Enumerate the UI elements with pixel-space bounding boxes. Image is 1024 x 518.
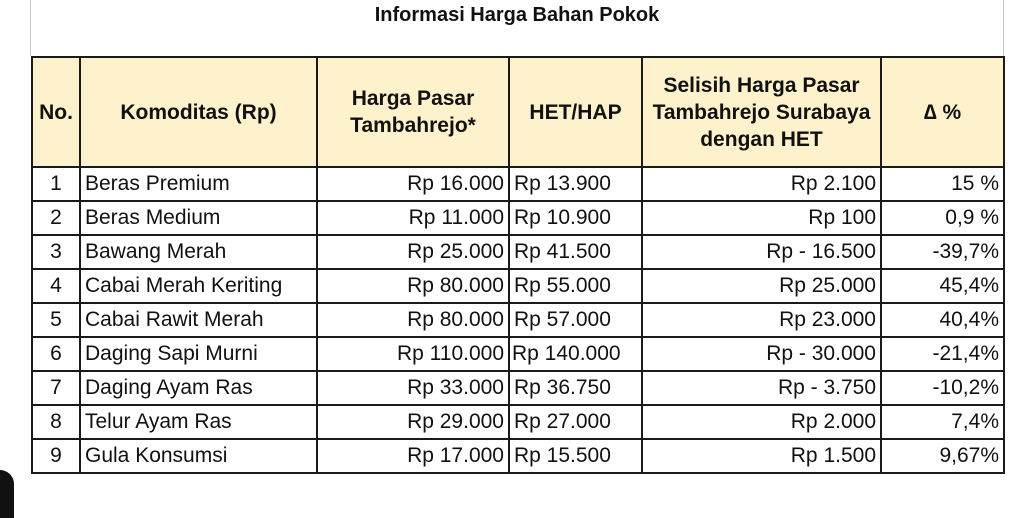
header-komoditas: Komoditas (Rp) — [80, 57, 317, 167]
cell-no: 8 — [32, 405, 80, 439]
cell-het: Rp 140.000 — [509, 337, 642, 371]
cell-selisih: Rp 25.000 — [642, 269, 881, 303]
table-row — [32, 201, 1004, 235]
cell-het: Rp 36.750 — [509, 371, 642, 405]
cell-selisih: Rp - 30.000 — [642, 337, 881, 371]
cell-het: Rp 55.000 — [509, 269, 642, 303]
cell-het: Rp 41.500 — [509, 235, 642, 269]
cell-delta: 15 % — [881, 167, 1004, 201]
cell-selisih: Rp 1.500 — [642, 439, 881, 473]
header-delta-percent: ∆ % — [881, 57, 1004, 167]
table-row — [32, 235, 1004, 269]
cell-harga-pasar: Rp 25.000 — [317, 235, 509, 269]
cell-harga-pasar: Rp 16.000 — [317, 167, 509, 201]
cell-harga-pasar: Rp 80.000 — [317, 269, 509, 303]
table-row — [32, 303, 1004, 337]
header-selisih: Selisih Harga Pasar Tambahrejo Surabaya dengan HET — [642, 57, 881, 167]
cell-no: 5 — [32, 303, 80, 337]
cell-komoditas: Cabai Merah Keriting — [80, 269, 317, 303]
cell-harga-pasar: Rp 11.000 — [317, 201, 509, 235]
cell-komoditas: Beras Medium — [80, 201, 317, 235]
cell-komoditas: Bawang Merah — [80, 235, 317, 269]
cell-harga-pasar: Rp 17.000 — [317, 439, 509, 473]
table-header-row — [32, 57, 1004, 167]
cell-delta: 9,67% — [881, 439, 1004, 473]
cell-komoditas: Cabai Rawit Merah — [80, 303, 317, 337]
cell-no: 7 — [32, 371, 80, 405]
cell-no: 2 — [32, 201, 80, 235]
table-row — [32, 167, 1004, 201]
cell-no: 6 — [32, 337, 80, 371]
cell-delta: 0,9 % — [881, 201, 1004, 235]
cell-het: Rp 13.900 — [509, 167, 642, 201]
cell-harga-pasar: Rp 29.000 — [317, 405, 509, 439]
cell-selisih: Rp - 3.750 — [642, 371, 881, 405]
cell-komoditas: Telur Ayam Ras — [80, 405, 317, 439]
cell-het: Rp 57.000 — [509, 303, 642, 337]
screen-corner-shadow — [0, 470, 14, 518]
cell-komoditas: Daging Sapi Murni — [80, 337, 317, 371]
price-table — [31, 56, 1005, 474]
table-row — [32, 439, 1004, 473]
header-no: No. — [32, 57, 80, 167]
header-harga-pasar: Harga Pasar Tambahrejo* — [317, 57, 509, 167]
cell-het: Rp 10.900 — [509, 201, 642, 235]
cell-het: Rp 27.000 — [509, 405, 642, 439]
cell-harga-pasar: Rp 80.000 — [317, 303, 509, 337]
cell-selisih: Rp 2.000 — [642, 405, 881, 439]
cell-no: 3 — [32, 235, 80, 269]
cell-delta: -39,7% — [881, 235, 1004, 269]
cell-selisih: Rp - 16.500 — [642, 235, 881, 269]
cell-komoditas: Gula Konsumsi — [80, 439, 317, 473]
table-row — [32, 269, 1004, 303]
table-title: Informasi Harga Bahan Pokok — [374, 4, 660, 26]
cell-delta: 45,4% — [881, 269, 1004, 303]
table-row — [32, 405, 1004, 439]
cell-delta: 40,4% — [881, 303, 1004, 337]
cell-harga-pasar: Rp 33.000 — [317, 371, 509, 405]
cell-delta: 7,4% — [881, 405, 1004, 439]
cell-no: 4 — [32, 269, 80, 303]
header-het-hap: HET/HAP — [509, 57, 642, 167]
cell-delta: -10,2% — [881, 371, 1004, 405]
table-row — [32, 337, 1004, 371]
cell-komoditas: Beras Premium — [80, 167, 317, 201]
cell-selisih: Rp 2.100 — [642, 167, 881, 201]
cell-het: Rp 15.500 — [509, 439, 642, 473]
cell-no: 9 — [32, 439, 80, 473]
cell-selisih: Rp 100 — [642, 201, 881, 235]
table-row — [32, 371, 1004, 405]
cell-komoditas: Daging Ayam Ras — [80, 371, 317, 405]
cell-no: 1 — [32, 167, 80, 201]
cell-selisih: Rp 23.000 — [642, 303, 881, 337]
cell-harga-pasar: Rp 110.000 — [317, 337, 509, 371]
cell-delta: -21,4% — [881, 337, 1004, 371]
